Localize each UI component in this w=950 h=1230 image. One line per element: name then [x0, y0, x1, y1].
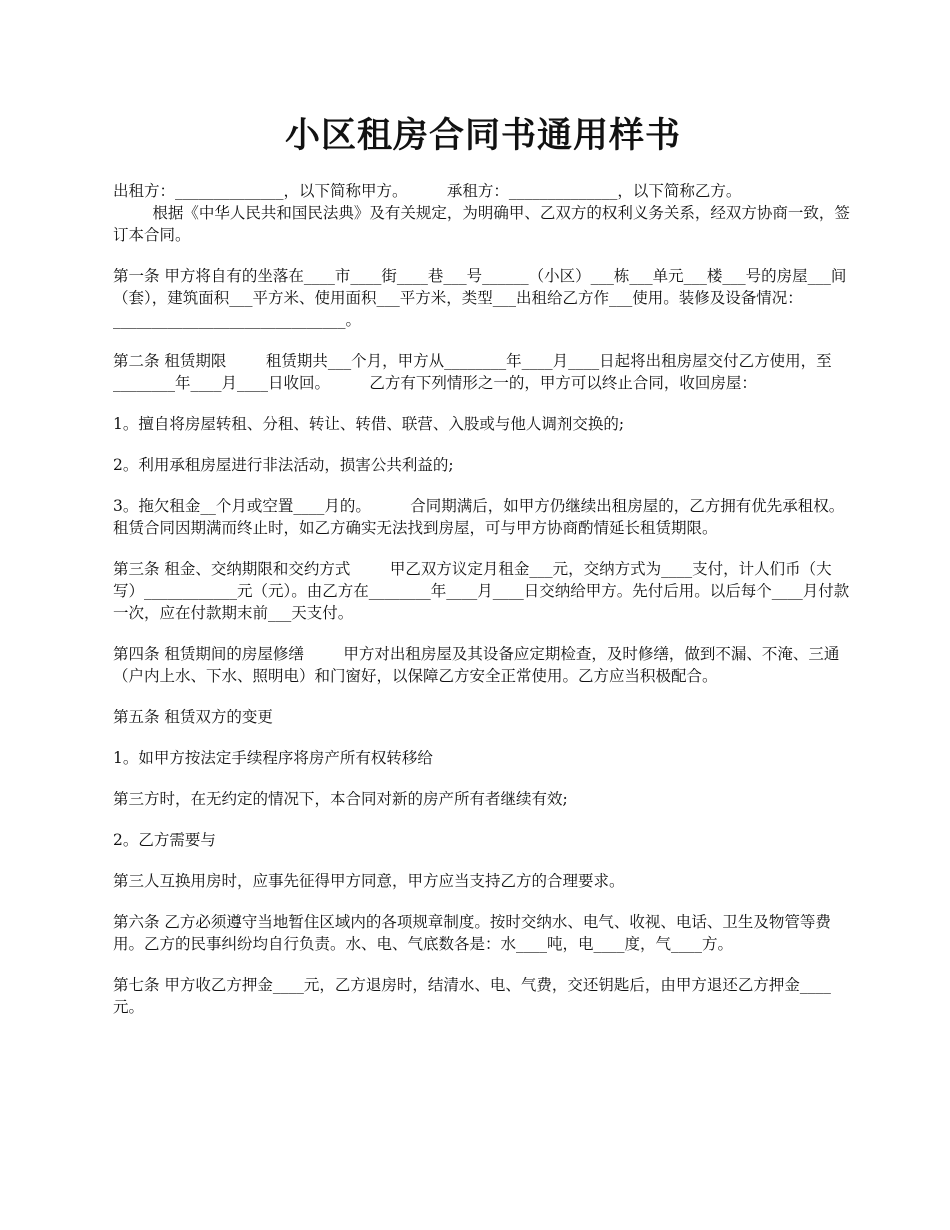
article-1: 第一条 甲方将自有的坐落在____市____街____巷___号______（小区）___栋___单元___楼___号的房屋___间（套），建筑面积___平方米、使用面积___平方米，类型___出租给乙方作___使用。装修及设备情况：______________________________。 [113, 267, 847, 329]
article-5-heading: 第五条 租赁双方的变更 [113, 708, 273, 726]
article-4: 第四条 租赁期间的房屋修缮 甲方对出租房屋及其设备应定期检查，及时修缮，做到不漏、不淹、三通（户内上水、下水、照明电）和门窗好，以保障乙方安全正常使用。乙方应当积极配合。 [113, 645, 840, 685]
document-body [113, 180, 884, 1018]
article-5-item-1: 1。如甲方按法定手续程序将房产所有权转移给 [113, 749, 433, 767]
article-6: 第六条 乙方必须遵守当地暂住区域内的各项规章制度。按时交纳水、电气、收视、电话、卫生及物管等费用。乙方的民事纠纷均自行负责。水、电、气底数各是：水____吨，电____度，气____方。 [113, 913, 831, 953]
article-2-item-1: 1。擅自将房屋转租、分租、转让、转借、联营、入股或与他人调剂交换的; [113, 415, 625, 433]
document-title: 小区租房合同书通用样书 [284, 115, 681, 156]
article-3: 第三条 租金、交纳期限和交约方式 甲乙双方议定月租金___元，交纳方式为____支付，计人们币（大写）____________元（元）。由乙方在________年____月____日交纳给甲方。先付后用。以后每个____月付款一次，应在付款期末前___天支付。 [113, 560, 850, 622]
article-2: 第二条 租赁期限 租赁期共___个月，甲方从________年____月____日起将出租房屋交付乙方使用，至________年____月____日收回。 乙方有下列情形之一的，甲方可以终止合同，收回房屋： [113, 352, 832, 392]
article-2-item-3: 3。拖欠租金__个月或空置____月的。 合同期满后，如甲方仍继续出租房屋的，乙方拥有优先承租权。 租赁合同因期满而终止时，如乙方确实无法找到房屋，可与甲方协商酌情延长租赁期限。 [113, 497, 884, 537]
article-5-item-2-cont: 第三人互换用房时，应事先征得甲方同意，甲方应当支持乙方的合理要求。 [113, 872, 625, 890]
preamble-paragraph: 根据《中华人民共和国民法典》及有关规定，为明确甲、乙双方的权利义务关系，经双方协商一致，签订本合同。 [113, 204, 850, 244]
article-2-item-2: 2。利用承租房屋进行非法活动，损害公共利益的; [113, 456, 454, 474]
article-5-item-1-cont: 第三方时，在无约定的情况下，本合同对新的房产所有者继续有效; [113, 790, 568, 808]
article-7: 第七条 甲方收乙方押金____元，乙方退房时，结清水、电、气费，交还钥匙后，由甲方退还乙方押金____元。 [113, 976, 831, 1016]
parties-line: 出租方：______________，以下简称甲方。 承租方：______________，以下简称乙方。 [113, 182, 742, 200]
article-5-item-2: 2。乙方需要与 [113, 831, 216, 849]
